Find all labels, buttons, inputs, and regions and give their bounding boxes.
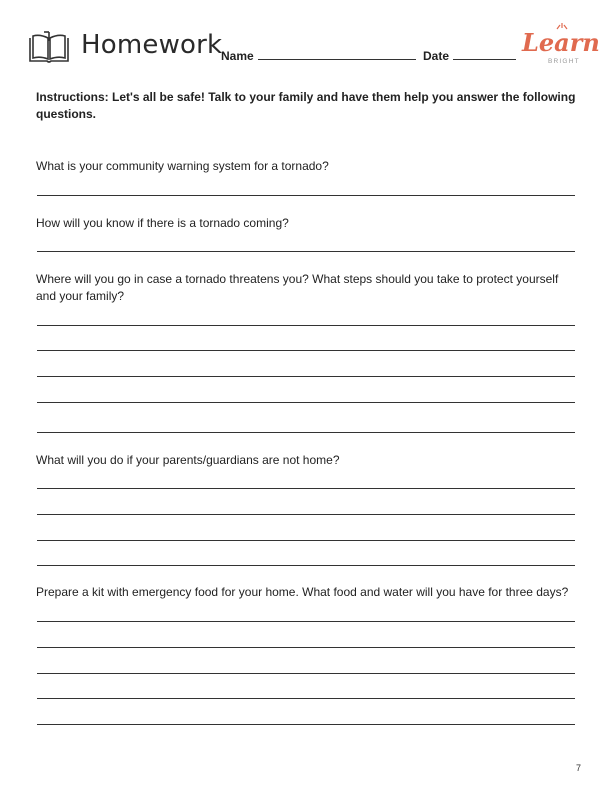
answer-line[interactable] xyxy=(37,325,575,326)
name-line xyxy=(258,48,416,60)
date-label: Date xyxy=(423,49,450,63)
answer-line[interactable] xyxy=(37,540,575,541)
date-line xyxy=(453,48,516,60)
answer-line[interactable] xyxy=(37,698,575,699)
answer-line[interactable] xyxy=(37,251,575,252)
worksheet-header xyxy=(28,26,600,76)
question-5: Prepare a kit with emergency food for your home. What food and water will you have for three days? xyxy=(36,585,569,599)
worksheet-title: Homework xyxy=(81,30,223,60)
answer-line[interactable] xyxy=(37,402,575,403)
answer-line[interactable] xyxy=(37,514,575,515)
question-2: How will you know if there is a tornado coming? xyxy=(36,216,289,230)
logo-word: Learn xyxy=(522,28,600,57)
answer-line[interactable] xyxy=(37,621,575,622)
answer-line[interactable] xyxy=(37,350,575,351)
answer-line[interactable] xyxy=(37,647,575,648)
question-1: What is your community warning system for a tornado? xyxy=(36,159,329,173)
book-icon xyxy=(28,30,70,64)
answer-line[interactable] xyxy=(37,565,575,566)
learn-bright-logo xyxy=(518,26,600,70)
answer-line[interactable] xyxy=(37,724,575,725)
name-field[interactable] xyxy=(221,48,416,63)
answer-line[interactable] xyxy=(37,432,575,433)
answer-line[interactable] xyxy=(37,673,575,674)
answer-line[interactable] xyxy=(37,195,575,196)
name-label: Name xyxy=(221,49,254,63)
date-field[interactable] xyxy=(423,48,516,63)
question-4: What will you do if your parents/guardians are not home? xyxy=(36,453,340,467)
answer-line[interactable] xyxy=(37,488,575,489)
logo-subtitle: BRIGHT xyxy=(548,58,580,65)
instructions: Instructions: Let's all be safe! Talk to your family and have them help you answer the following questions. xyxy=(36,90,576,121)
page-number: 7 xyxy=(576,763,582,773)
question-3: Where will you go in case a tornado threatens you? What steps should you take to protect yourself and your family? xyxy=(36,272,559,303)
answer-line[interactable] xyxy=(37,376,575,377)
